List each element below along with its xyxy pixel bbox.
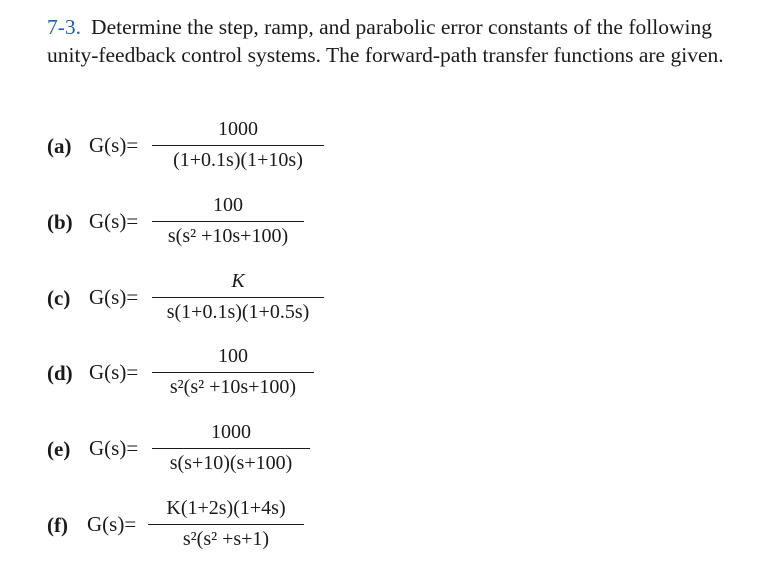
- fraction-bar: [148, 524, 304, 525]
- equation-label: (b): [47, 210, 73, 234]
- equation-lhs: G(s)=: [89, 436, 139, 460]
- denominator: (1+0.1s)(1+10s): [173, 149, 303, 171]
- denominator: s²(s² +10s+100): [169, 376, 297, 398]
- numerator: 100: [218, 345, 248, 367]
- numerator: K: [231, 270, 245, 292]
- equation-lhs: G(s)=: [87, 512, 137, 536]
- equation-label: (a): [47, 134, 72, 158]
- fraction-bar: [152, 372, 314, 373]
- equation-lhs: G(s)=: [89, 133, 139, 157]
- denominator: s(s+10)(s+100): [169, 452, 293, 474]
- fraction: [148, 497, 304, 555]
- numerator: 100: [213, 194, 243, 216]
- numerator: K(1+2s)(1+4s): [166, 497, 286, 519]
- fraction-bar: [152, 221, 304, 222]
- equation-label: (c): [47, 286, 71, 310]
- equation-label: (e): [47, 437, 71, 461]
- equation-label: (d): [47, 361, 73, 385]
- fraction: [152, 345, 314, 403]
- fraction: [152, 270, 324, 328]
- denominator: s(s² +10s+100): [167, 225, 289, 247]
- numerator: 1000: [211, 421, 251, 443]
- equation-label: (f): [47, 513, 68, 537]
- equation-lhs: G(s)=: [89, 360, 139, 384]
- fraction-bar: [152, 297, 324, 298]
- fraction: [152, 118, 324, 176]
- fraction: [152, 421, 310, 479]
- fraction-bar: [152, 448, 310, 449]
- problem-number: 7-3.: [47, 15, 82, 39]
- numerator: 1000: [218, 118, 258, 140]
- fraction: [152, 194, 304, 252]
- problem-text: Determine the step, ramp, and parabolic error constants of the following unity-feedback control systems. The forward-path transfer functions are given.: [47, 15, 724, 67]
- denominator: s(1+0.1s)(1+0.5s): [166, 301, 310, 323]
- fraction-bar: [152, 145, 324, 146]
- equation-lhs: G(s)=: [89, 209, 139, 233]
- equation-lhs: G(s)=: [89, 285, 139, 309]
- denominator: s²(s² +s+1): [182, 528, 270, 550]
- problem-statement: [47, 14, 737, 69]
